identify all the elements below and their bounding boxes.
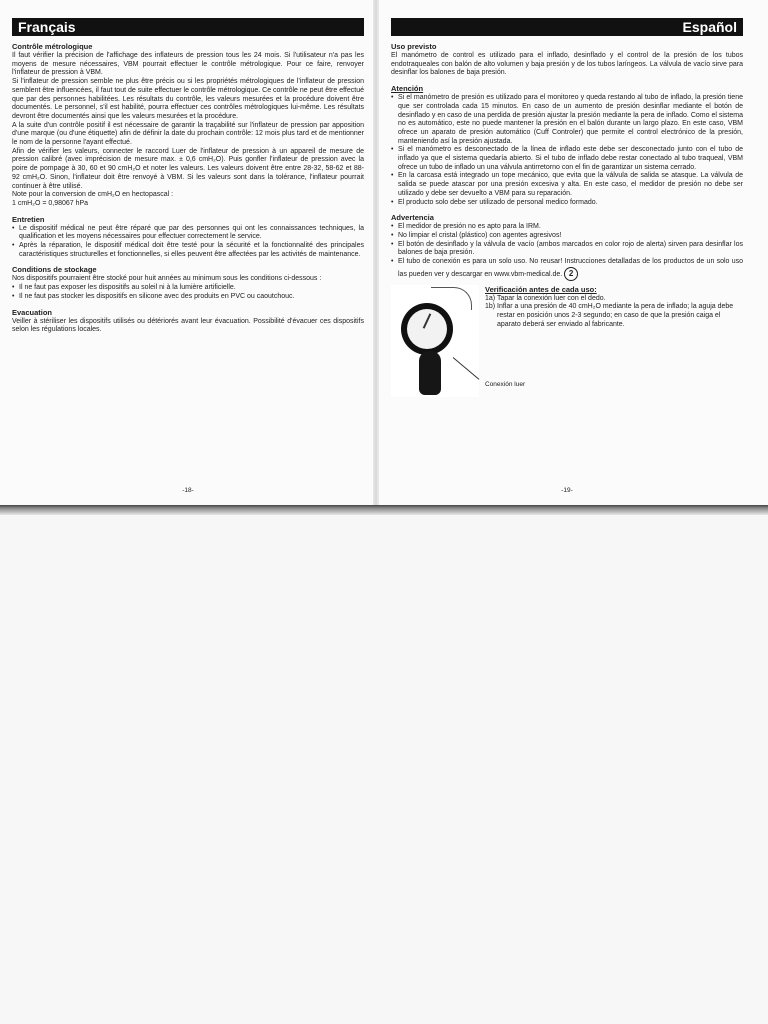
page-french xyxy=(12,18,364,508)
paragraph: A la suite d'un contrôle positif il est nécessaire de garantir la traçabilité sur l'inflateur de pression par apposition d'une marque (ou d'une étiquette) afin de définir la date du prochain contrôle: 12 mois plus tard et de mentionner le nom de la personne l'ayant effectué. xyxy=(12,121,364,147)
paragraph: Nos dispositifs pourraient être stocké pour huit années au minimum sous les conditions ci-dessous : xyxy=(12,275,322,283)
list-item: • Si el manómetro de presión es utilizado para el monitoreo y queda restando al tubo de inflado, la presión tiene que ser controlada cada 15 minutos. En caso de un aumento de presión desinflar mediante el botón de desinflado y en caso de una perdida de presión ajustar la presión mediante la pera de inflado. Como el sistema no es automático, este no puede mantener la presión en el balón durante un largo plazo. En este caso, VBM ofrece un aparato de presión automático (Cuff Controler) que permite el control electrónico de la presión, manteniendo así la presión ajustada. xyxy=(391,94,743,146)
warning-list xyxy=(391,223,743,281)
list-item: • El producto solo debe ser utilizado de personal medico formado. xyxy=(391,199,743,208)
verification-figure xyxy=(391,285,743,397)
step-number: 1b) xyxy=(485,303,496,311)
section-title-disposal: Evacuation xyxy=(12,307,53,317)
paragraph: Note pour la conversion de cmH₂O en hectopascal : xyxy=(12,191,174,199)
storage-list xyxy=(12,284,364,301)
callout-line xyxy=(453,357,480,380)
list-item: • No limpiar el cristal (plástico) con agentes agresivos! xyxy=(391,232,743,241)
list-item: • Après la réparation, le dispositif médical doit être testé pour la sécurité et la fonctionnalité des principales caractéristiques structurelles et fonctionnelles, si elles peuvent être affectées par les activités de maintenance. xyxy=(12,242,364,259)
paragraph: Il faut vérifier la précision de l'affichage des inflateurs de pression tous les 24 mois. Si l'utilisateur n'a pas les moyens de mesure nécessaires, VBM pourrait effectuer le contrôle métrologique. Pour ce faire, renvoyer l'inflateur de pression à VBM. xyxy=(12,52,364,77)
list-item: • Si el manómetro es desconectado de la línea de inflado este debe ser desconectado junto con el tubo de inflado ya que el sistema quedaría abierto. Si el tubo de inflado debe restar conectado al tubo traqueal, VBM ofrece un tubo de inflado un una válvula antirretorno con el fin de garantizar un sistema cerrado. xyxy=(391,146,743,172)
gauge-face xyxy=(407,309,447,349)
language-header-french: Français xyxy=(12,18,364,36)
language-header-spanish: Español xyxy=(391,18,743,36)
step-text: Tapar la conexión luer con el dedo. xyxy=(497,294,606,302)
section-title-maintenance: Entretien xyxy=(12,214,45,224)
step-number: 1a) xyxy=(485,294,496,302)
inflation-bulb xyxy=(419,351,441,395)
list-item xyxy=(391,258,743,281)
paragraph: Si l'inflateur de pression semble ne plus être précis ou si les propriétés métrologiques de l'inflateur de pression semblent être influencées, il faut tout de suite effectuer le contrôle métrologique. Ce contrôle ne peut être effectué que par des personnes habilitées. Les résultats du contrôle, les valeurs mesurées et la procédure doivent être documentés. Le personnel, s'il est habilité, pourra effectuer ces contrôles métrologiques lui-même. Les résultats devront être documentés ainsi que les valeurs mesurées et la procédure. xyxy=(12,78,364,120)
attention-list xyxy=(391,94,743,207)
list-item-text: El tubo de conexión es para un solo uso. No reusar! Instrucciones detalladas de los productos de un solo uso las pueden ver y descargar en www.vbm-medical.de. xyxy=(398,258,743,278)
section-title-attention: Atención xyxy=(391,84,424,94)
paragraph: 1 cmH₂O = 0,98067 hPa xyxy=(12,199,89,207)
paragraph: Veiller à stériliser les dispositifs utilisés ou détériorés avant leur évacuation. Possibilité d'évacuer ces dispositifs selon les régulations locales. xyxy=(12,317,364,334)
section-title-metrology: Contrôle métrologique xyxy=(12,42,93,51)
list-item: • Il ne faut pas stocker les dispositifs en silicone avec des produits en PVC ou caoutchouc. xyxy=(12,293,364,302)
luer-connection-label: Conexión luer xyxy=(485,380,526,388)
page-spanish xyxy=(391,18,743,508)
step-text: Inflar a una presión de 40 cmH₂O mediante la pera de inflado; la aguja debe restar en posición unos 2-3 segundo; en caso de que la presión caiga el aparato deberá ser enviado al fabricante. xyxy=(497,303,734,328)
section-title-intended-use: Uso previsto xyxy=(391,42,437,51)
step-1b xyxy=(485,303,743,329)
page-gutter xyxy=(373,0,379,512)
list-item: • El medidor de presión no es apto para la IRM. xyxy=(391,223,743,232)
section-title-storage: Conditions de stockage xyxy=(12,265,97,275)
section-title-verification: Verificación antes de cada uso: xyxy=(485,284,597,294)
page-number: -19- xyxy=(561,487,573,494)
list-item: • Il ne faut pas exposer les dispositifs au soleil ni à la lumière artificielle. xyxy=(12,284,364,293)
page-shadow xyxy=(0,505,768,515)
list-item: • Le dispositif médical ne peut être réparé que par des personnes qui ont les connaissances techniques, la qualification et les moyens nécessaires pour effectuer correctement le service. xyxy=(12,225,364,242)
maintenance-list xyxy=(12,225,364,260)
paragraph: El manómetro de control es utilizado para el inflado, desinflado y el control de la presión de los tubos endotraqueales con balón de alto volumen y baja presión y de los tubos laríngeos. La válvula de vacío sirve para desinflar los balones de baja presión. xyxy=(391,52,743,77)
paragraph: Afin de vérifier les valeurs, connecter le raccord Luer de l'inflateur de pression à un appareil de mesure de pression calibré (avec imprécision de mesure max. ± 0,6 cmH₂O). Puis gonfler l'inflateur de pression avec la poire de pompage à 30, 60 et 90 cmH₂O et noter les valeurs. Les valeurs doivent être entre 28-32, 58-62 et 88-92 cmH₂O. Sinon, l'inflateur doit être renvoyé à VBM. Si les valeurs sont dans la tolérance, l'inflateur pourrait continuer à être utilisé. xyxy=(12,147,364,190)
list-item: • El botón de desinflado y la válvula de vacío (ambos marcados en color rojo de alerta) sirven para desinflar los balones de baja presión. xyxy=(391,241,743,258)
section-title-warning: Advertencia xyxy=(391,213,434,223)
step-1a xyxy=(485,295,743,304)
page-number: -18- xyxy=(182,487,194,494)
single-use-icon: 2 xyxy=(564,267,578,281)
list-item: • En la carcasa está integrado un tope mecánico, que evita que la válvula de salida se atasque. La válvula de salida se puede atascar por una presión excesiva y alta. En este caso, el medidor de presión no debe ser utilizado y debe ser devuelto a VBM para su reparación. xyxy=(391,172,743,198)
